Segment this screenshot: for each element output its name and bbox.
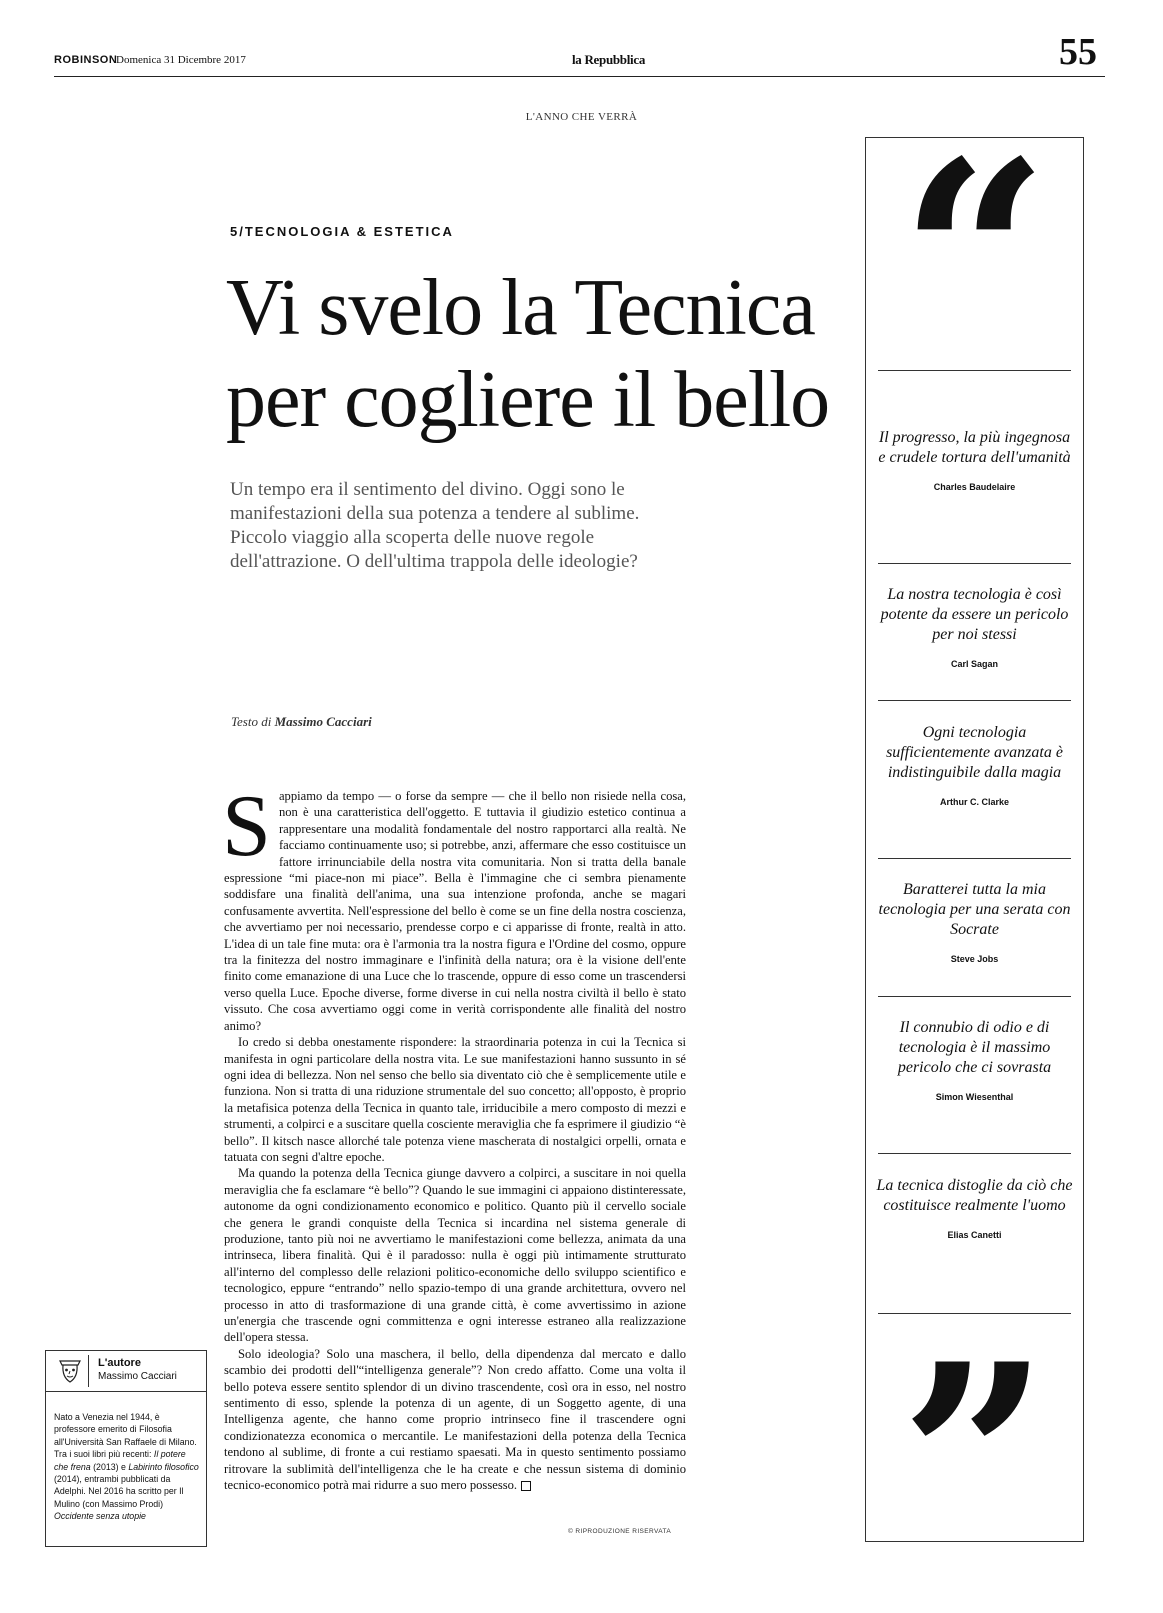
quote-text: La nostra tecnologia è così potente da essere un pericolo per noi stessi [880, 586, 1069, 643]
author-box-name: Massimo Cacciari [98, 1371, 177, 1382]
body-paragraph [224, 1346, 686, 1494]
headline [226, 262, 866, 446]
quote-item [866, 428, 1083, 492]
drop-cap: S [222, 778, 271, 875]
quote-text: Il progresso, la più ingegnosa e crudele tortura dell'umanità [878, 429, 1071, 466]
bio-text: Nato a Venezia nel 1944, è professore emerito di Filosofia all'Università San Raffaele di Milano. Tra i suoi libri più recenti: [54, 1412, 197, 1460]
quote-item [866, 585, 1083, 669]
headline-line-2: per cogliere il bello [226, 356, 830, 444]
quote-item [866, 880, 1083, 964]
quote-author: Arthur C. Clarke [939, 797, 1010, 807]
quotes-sidebar [865, 105, 1084, 1613]
open-quote-icon: “ [899, 105, 1050, 410]
issue-date: Domenica 31 Dicembre 2017 [116, 54, 246, 66]
author-portrait-icon [52, 1355, 89, 1387]
paragraph-text: Solo ideologia? Solo una maschera, il bello, della dipendenza dal mercato e dallo scambio dei prodotti dell'“intelligenza generale”? Non credo affatto. Come una volta il bello poteva essere sentito splendor di un divino trascendente, così ora in esso, nel nostro sentimento di esso, splende la potenza di un agente, di un Soggetto agente, di una Intelligenza agente, che hanno come proprio intrinseco fine il trascendere ogni condizionatezza economica o mercantile. Le manifestazioni della potenza della Tecnica tendono al sublime, di fronte a cui restiamo spaesati. Ma in questo sentimento possiamo ritrovare la sublimità dell'intelligenza che le ha create e che nessun sistema di dominio tecnico-economico potrà mai ridurre a suo mero possesso. [224, 1346, 686, 1493]
quote-item [866, 1018, 1083, 1102]
page-number: 55 [1059, 31, 1097, 73]
byline-author: Massimo Cacciari [274, 714, 372, 729]
bio-text: (2014), entrambi pubblicati da Adelphi. Nel 2016 ha scritto per Il Mulino (con Massimo Prodi) [54, 1474, 184, 1509]
page-header [54, 31, 1105, 77]
quote-author: Charles Baudelaire [933, 482, 1016, 492]
section-label: 5/TECNOLOGIA & ESTETICA [230, 224, 454, 239]
quote-item [866, 1176, 1083, 1240]
quote-author: Elias Canetti [947, 1230, 1002, 1240]
divider [878, 700, 1071, 701]
divider [878, 858, 1071, 859]
quote-author: Simon Wiesenthal [935, 1092, 1014, 1102]
book-title: Il potere che frena [54, 1449, 186, 1472]
newspaper-name: la Repubblica [572, 52, 646, 67]
body-paragraph: Io credo si debba onestamente rispondere: la straordinaria potenza in cui la Tecnica si manifesta in ogni particolare della nostra vita. Le sue manifestazioni hanno sussunto in sé ogni idea di bellezza. Non nel senso che bello sia diventato ciò che è semplicemente utile e funziona. Non si tratta di una riduzione strumentale del suo concetto; all'opposto, è proprio la metafisica potenza della Tecnica in quanto tale, irriducibile a mero composto di mezzi e strumenti, a colpirci e a suscitare quella cosciente meraviglia che fa esprimere il giudizio “è bello”. Il kitsch nasce allorché tale potenza viene mascherata di nostalgici orpelli, ornata e tatuata con segni d'altre epoche. [224, 1035, 686, 1164]
author-box [45, 1350, 207, 1547]
author-box-title: L'autore [98, 1357, 141, 1369]
author-bio [54, 1411, 202, 1523]
article-body [222, 778, 686, 1493]
divider [878, 370, 1071, 371]
quote-item [866, 723, 1083, 807]
divider [878, 996, 1071, 997]
copyright-notice: © RIPRODUZIONE RISERVATA [568, 1528, 672, 1535]
byline-prefix: Testo di [231, 714, 272, 729]
series-kicker: L'ANNO CHE VERRÀ [525, 111, 638, 123]
book-title: Occidente senza utopie [54, 1511, 146, 1522]
divider [878, 563, 1071, 564]
quote-text: Baratterei tutta la mia tecnologia per una serata con Socrate [878, 881, 1071, 938]
body-paragraph [222, 778, 686, 1034]
quote-text: Ogni tecnologia sufficientemente avanzata è indistinguibile dalla magia [886, 724, 1063, 781]
section-brand: ROBINSON [54, 54, 118, 66]
divider [878, 1153, 1071, 1154]
end-mark-icon [521, 1481, 531, 1491]
body-paragraph: Ma quando la potenza della Tecnica giunge davvero a colpirci, a suscitare in noi quella meraviglia che fa esclamare “è bello”? Quando le sue immagini ci appaiono distinteressate, autonome da ogni condizionamento economico e politico. Quanto più il cervello sociale che genera le grandi conquiste della Tecnica si incardina nel sistema generale di produzione, tanto più noi ne avvertiamo le manifestazioni come bellezza, animata da una intrinseca, libera finalità. Qui è il paradosso: nulla è oggi più intimamente strutturato all'interno del complesso delle relazioni politico-economiche dello sviluppo scientifico e tecnologico, eppure “entrando” nello spazio-tempo di una grande architettura, ovvero nel processo in atto di trasformazione di una grande città, è come avvertissimo in azione un'energia che trascende ogni committenza e ogni interesse estraneo alla realizzazione dell'opera stessa. [224, 1166, 686, 1345]
close-quote-icon: ” [899, 1308, 1050, 1613]
headline-line-1: Vi svelo la Tecnica [226, 264, 815, 352]
byline [231, 714, 372, 730]
quote-text: Il connubio di odio e di tecnologia è il massimo pericolo che ci sovrasta [897, 1019, 1052, 1076]
book-title: Labirinto filosofico [128, 1461, 199, 1472]
quote-text: La tecnica distoglie da ciò che costituisce realmente l'uomo [876, 1177, 1073, 1214]
bio-text: (2013) e [90, 1461, 129, 1472]
paragraph-text: appiamo da tempo — o forse da sempre — che il bello non risiede nella cosa, non è una caratteristica dell'oggetto. E tuttavia il giudizio estetico continua a rappresentare una modalità fondamentale del nostro rapportarci alla realtà. Ne facciamo continuamente uso; si potrebbe, anzi, affermare che esso costituisce un fattore irrinunciabile della nostra vita comunitaria. Non si tratta della banale espressione “mi piace-non mi piace”. Bella è l'immagine che ci sembra pienamente soddisfare una finalità dell'anima, una sua intenzione profonda, anche se magari confusamente avvertita. Nell'espressione del bello è come se un fine della nostra coscienza, che avvertiamo per noi necessario, prendesse corpo e ci apparisse di fronte, realtà in atto. L'idea di un tale fine muta: ora è l'armonia tra la nostra figura e l'Ordine del cosmo, oppure tra la finitezza del nostro immaginare e l'infinità della natura; ora è la visione dell'ente finito come emanazione di una Luce che lo trascende, oppure di esso come un trascendersi verso quella Luce. Epoche diverse, forme diverse in cui nella nostra civiltà il bello è stato vissuto. Che cosa avvertiamo oggi come in verità corrispondente alle finalità del nostro animo? [224, 789, 686, 1033]
standfirst: Un tempo era il sentimento del divino. Oggi sono le manifestazioni della sua potenza a tendere al sublime. Piccolo viaggio alla scoperta delle nuove regole dell'attrazione. O dell'ultima trappola delle ideologie? [230, 479, 640, 572]
quote-author: Steve Jobs [950, 954, 999, 964]
author-box-header [46, 1351, 206, 1392]
quote-author: Carl Sagan [950, 659, 999, 669]
